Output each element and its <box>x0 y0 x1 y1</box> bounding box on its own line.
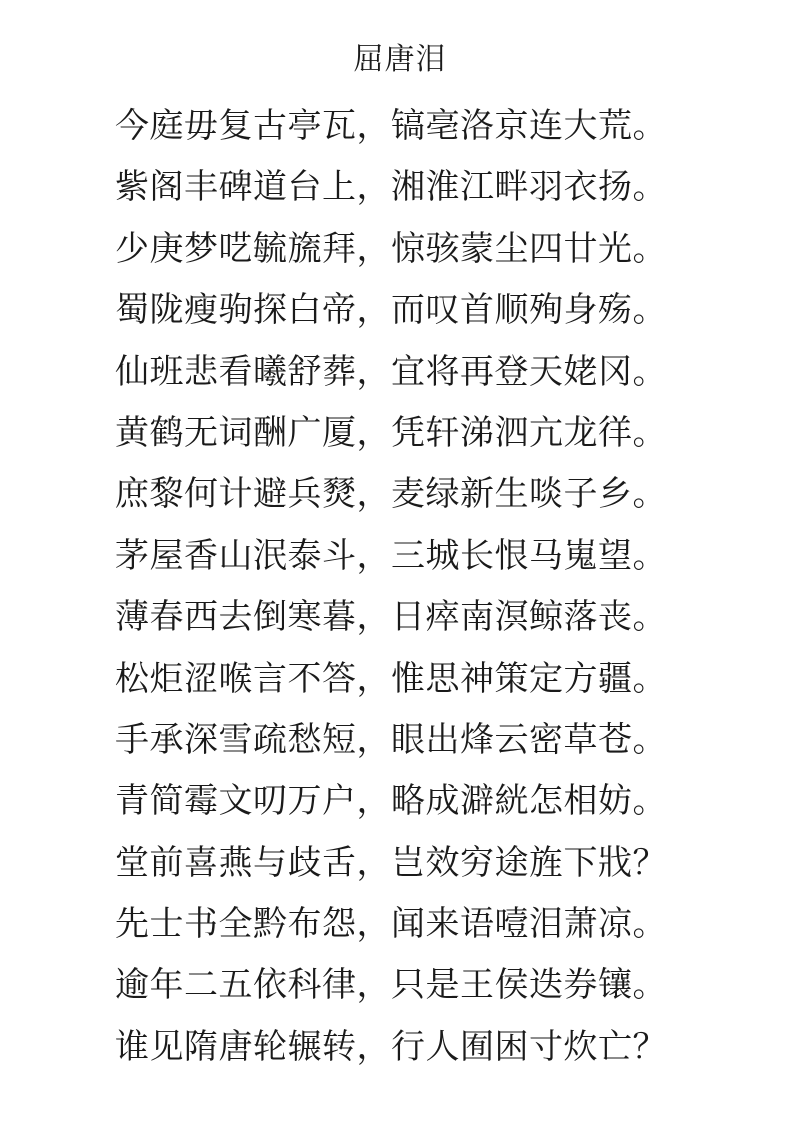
poem-line-10: 松炬涩喉言不答，惟思神策定方疆。 <box>115 658 667 699</box>
poem-line-1: 今庭毋复古亭瓦，镐亳洛京连大荒。 <box>115 106 667 146</box>
poem-line-5: 仙班悲看曦舒葬，宜将再登天姥冈。 <box>115 351 667 392</box>
poem-line-4: 蜀陇瘦驹探白帝，而叹首顺殉身殇。 <box>115 290 667 331</box>
poem-lines <box>115 96 695 1078</box>
poem-line-8: 茅屋香山泯泰斗，三城长恨马嵬望。 <box>115 535 667 576</box>
poem-line-13: 堂前喜燕与歧舌，岂效穷途旌下戕？ <box>115 842 667 883</box>
poem-line-2: 紫阁丰碑道台上，湘淮江畔羽衣扬。 <box>115 167 667 208</box>
poem-line-12: 青简霉文叨万户，略成澼絖怎相妨。 <box>115 781 667 822</box>
poem-line-7: 庶黎何计避兵燹，麦绿新生啖子乡。 <box>115 474 667 515</box>
poem-line-16: 谁见隋唐轮辗转，行人囿困寸炊亡？ <box>115 1026 667 1067</box>
poem-line-15: 逾年二五依科律，只是王侯迭券镶。 <box>115 965 667 1006</box>
poem-line-9: 薄春西去倒寒暮，日瘁南溟鲸落丧。 <box>115 597 667 638</box>
poem-line-6: 黄鹤无词酬广厦，凭轩涕泗亢龙徉。 <box>115 412 667 453</box>
poem-line-14: 先士书全黔布怨，闻来语噎泪萧凉。 <box>115 904 667 945</box>
poem-line-3: 少庚梦呓毓旒拜，惊骇蒙尘四廿光。 <box>115 228 667 269</box>
poem-line-11: 手承深雪疏愁短，眼出烽云密草苍。 <box>115 719 667 760</box>
poem-title: 屈唐泪 <box>353 42 447 77</box>
